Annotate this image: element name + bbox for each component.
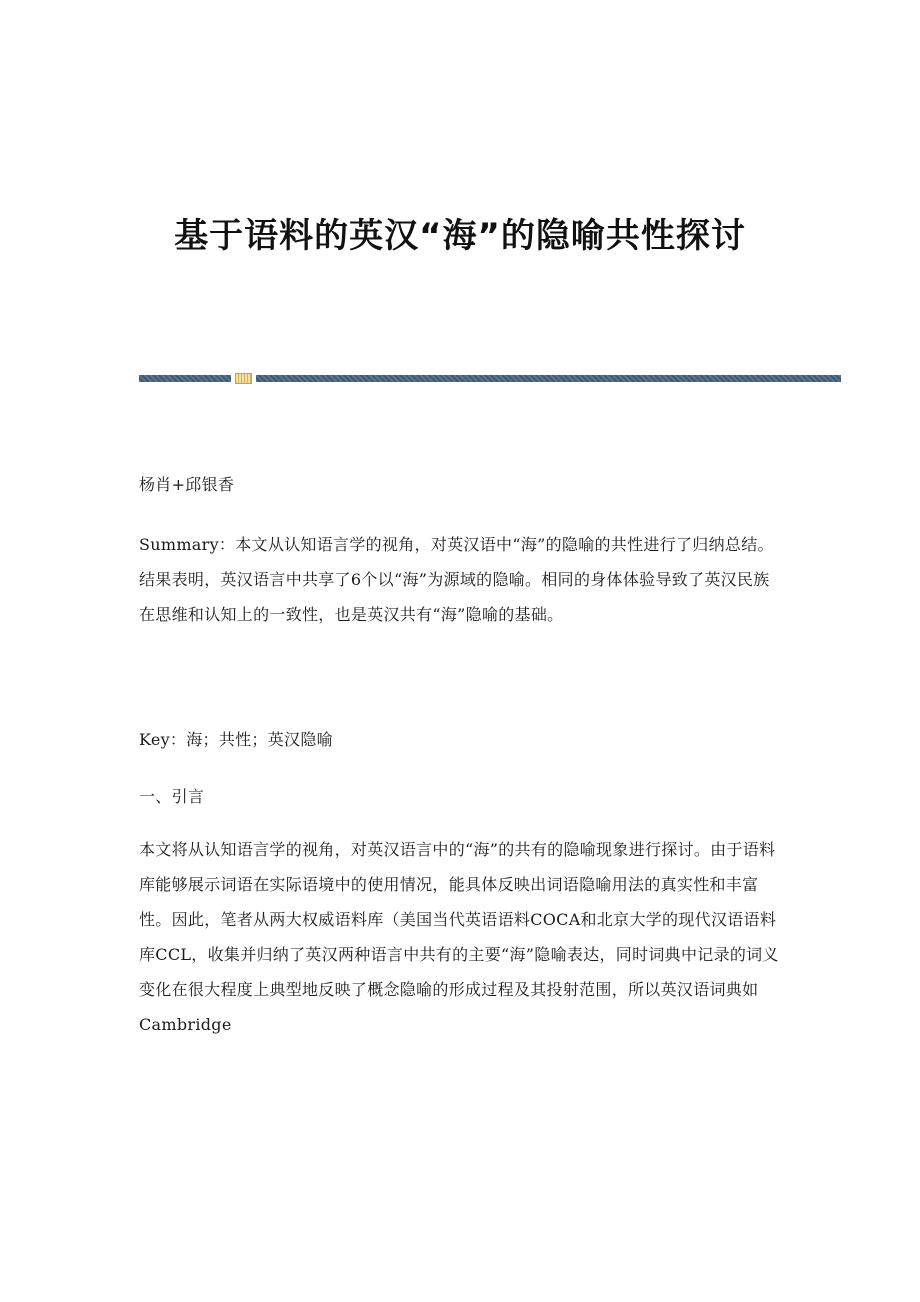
title-divider [139,373,841,384]
keywords-line: Key：海；共性；英汉隐喻 [139,730,333,749]
divider-bar-right [256,375,841,382]
divider-bar-left [139,375,231,382]
document-title: 基于语料的英汉“海”的隐喻共性探讨 [174,216,746,256]
section-heading: 一、引言 [139,787,205,806]
intro-paragraph: 本文将从认知语言学的视角，对英汉语言中的“海”的共有的隐喻现象进行探讨。由于语料库能够展示词语在实际语境中的使用情况，能具体反映出词语隐喻用法的真实性和丰富性。因此，笔者从两大权威语料库（美国当代英语语料COCA和北京大学的现代汉语语料库CCL，收集并归纳了英汉两种语言中共有的主要“海”隐喻表达，同时词典中记录的词义变化在很大程度上典型地反映了概念隐喻的形成过程及其投射范围，所以英汉语词典如Cambridge [139,840,779,1034]
divider-ornament-icon [235,373,252,384]
author-line: 杨肖+邱银香 [139,475,235,494]
summary-paragraph: Summary：本文从认知语言学的视角，对英汉语中“海”的隐喻的共性进行了归纳总结。结果表明，英汉语言中共享了6个以“海”为源域的隐喻。相同的身体体验导致了英汉民族在思维和认知上的一致性，也是英汉共有“海”隐喻的基础。 [139,535,774,624]
